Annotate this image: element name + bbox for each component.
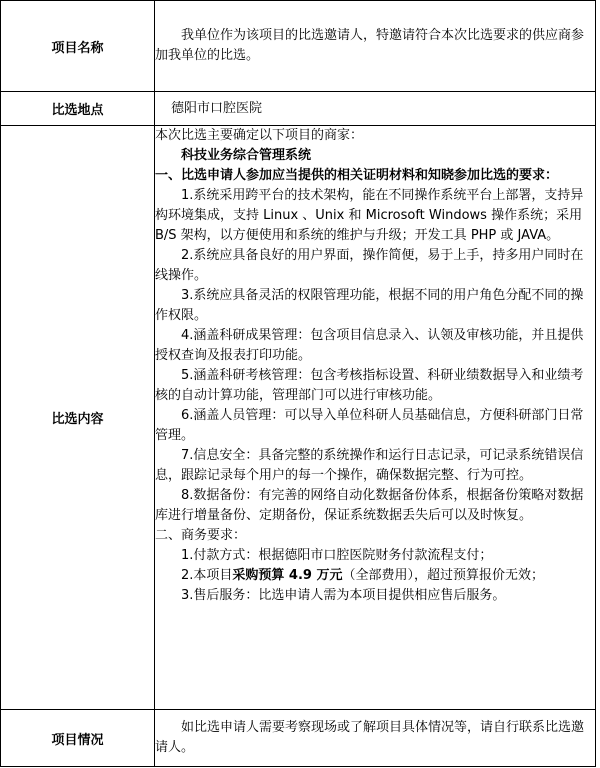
budget-prefix: 2.本项目 [181, 568, 233, 583]
budget-suffix: （全部费用），超过预算报价无效； [342, 568, 545, 583]
business-item-payment: 1.付款方式：根据德阳市口腔医院财务付款流程支付； [181, 548, 493, 563]
budget-amount: 采购预算 4.9 万元 [232, 568, 343, 583]
row-bidding-content [1, 126, 596, 710]
requirement-item: 5.涵盖科研考核管理：包含考核指标设置、科研业绩数据导入和业绩考核的自动计算功能，管理部门可以进行审核功能。 [155, 368, 584, 403]
requirement-item: 8.数据备份：有完善的网络自动化数据备份体系，根据备份策略对数据库进行增量备份、定期备份，保证系统数据丢失后可以及时恢复。 [155, 488, 584, 523]
project-title: 科技业务综合管理系统 [181, 148, 312, 163]
project-name-label: 项目名称 [1, 1, 155, 92]
project-status-cell [155, 710, 596, 767]
section2-heading: 二、商务要求： [155, 528, 247, 543]
business-item-service: 3.售后服务：比选申请人需为本项目提供相应售后服务。 [181, 588, 506, 603]
content-intro: 本次比选主要确定以下项目的商家： [155, 128, 364, 143]
section1-heading: 一、比选申请人参加应当提供的相关证明材料和知晓参加比选的要求： [155, 168, 559, 183]
project-status-label: 项目情况 [1, 710, 155, 767]
requirement-item: 1.系统采用跨平台的技术架构，能在不同操作系统平台上部署，支持异构环境集成，支持 Linux 、Unix 和 Microsoft Windows 操作系统；采用 B/S 架构，以方便使用和系统的维护与升级；开发工具 PHP 或 JAVA。 [155, 188, 584, 243]
project-status-text: 如比选申请人需要考察现场或了解项目具体情况等，请自行联系比选邀请人。 [155, 720, 585, 755]
bidding-content-cell [155, 126, 596, 710]
bidding-place-value: 德阳市口腔医院 [155, 92, 596, 126]
bidding-place-label: 比选地点 [1, 92, 155, 126]
requirement-item: 3.系统应具备灵活的权限管理功能，根据不同的用户角色分配不同的操作权限。 [155, 288, 584, 323]
bidding-content-label: 比选内容 [1, 126, 155, 710]
requirement-item: 2.系统应具备良好的用户界面，操作简便，易于上手，持多用户同时在线操作。 [155, 248, 584, 283]
project-name-text: 我单位作为该项目的比选邀请人，特邀请符合本次比选要求的供应商参加我单位的比选。 [155, 28, 585, 63]
project-name-cell [155, 1, 596, 92]
business-item-budget [155, 566, 595, 586]
requirement-item: 4.涵盖科研成果管理：包含项目信息录入、认领及审核功能，并且提供授权查询及报表打印功能。 [155, 328, 584, 363]
row-bidding-place [1, 92, 596, 126]
row-project-status [1, 710, 596, 767]
requirement-item: 6.涵盖人员管理：可以导入单位科研人员基础信息，方便科研部门日常管理。 [155, 408, 584, 443]
requirement-item: 7.信息安全：具备完整的系统操作和运行日志记录，可记录系统错误信息，跟踪记录每个用户的每一个操作，确保数据完整、行为可控。 [155, 448, 584, 483]
row-project-name [1, 1, 596, 92]
